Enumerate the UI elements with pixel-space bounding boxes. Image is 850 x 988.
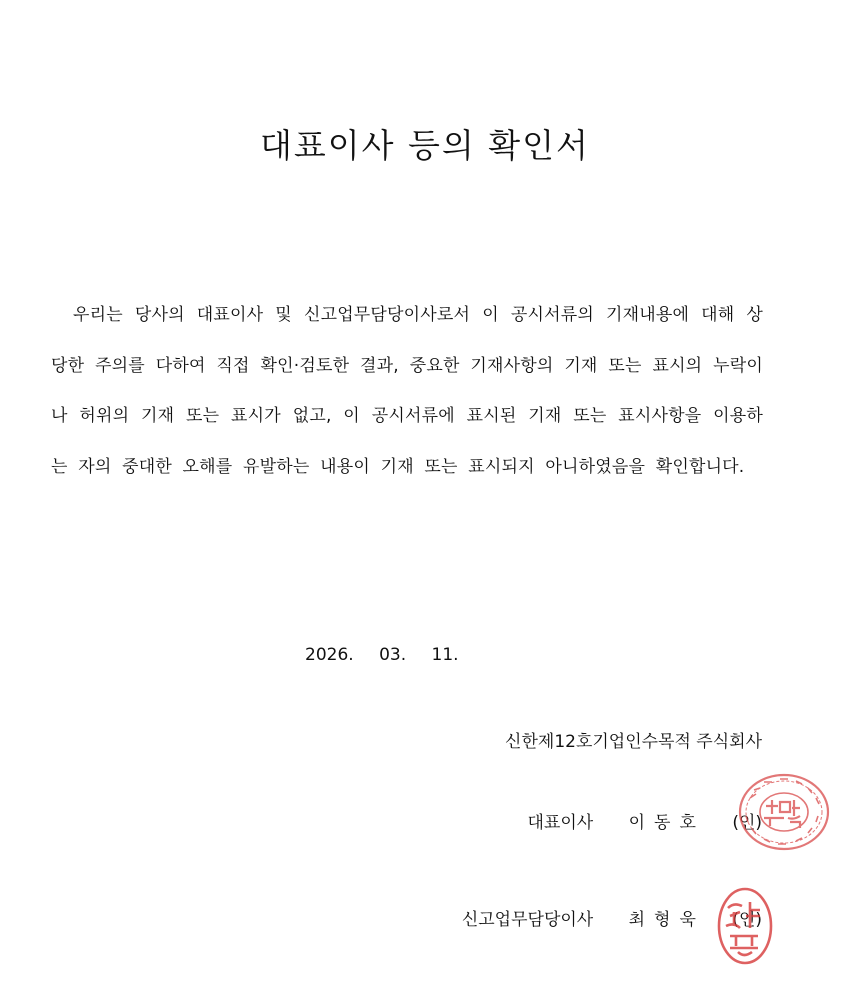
document-title: 대표이사 등의 확인서 [260,126,590,165]
signatory-role: 대표이사 [527,813,594,833]
signature-reporting-officer [462,905,762,930]
document-date: 2026. 03. 11. [305,645,459,665]
confirmation-paragraph: 우리는 당사의 대표이사 및 신고업무담당이사로서 이 공시서류의 기재내용에 대해 상당한 주의를 다하여 직접 확인·검토한 결과, 중요한 기재사항의 기재 또는 표시의 누락이나 허위의 기재 또는 표시가 없고, 이 공시서류에 표시된 기재 또는 표시사항을 이용하는 자의 중대한 오해를 유발하는 내용이 기재 또는 표시되지 아니하였음을 확인합니다. [51,305,763,477]
seal-mark: (인) [732,910,762,930]
company-name: 신한제12호기업인수목적 주식회사 [505,732,762,752]
signatory-name: 최형욱 [628,910,705,930]
signatory-role: 신고업무담당이사 [461,910,594,930]
signatory-name: 이동호 [628,813,705,833]
seal-mark: (인) [732,813,762,833]
signature-ceo [528,808,762,833]
